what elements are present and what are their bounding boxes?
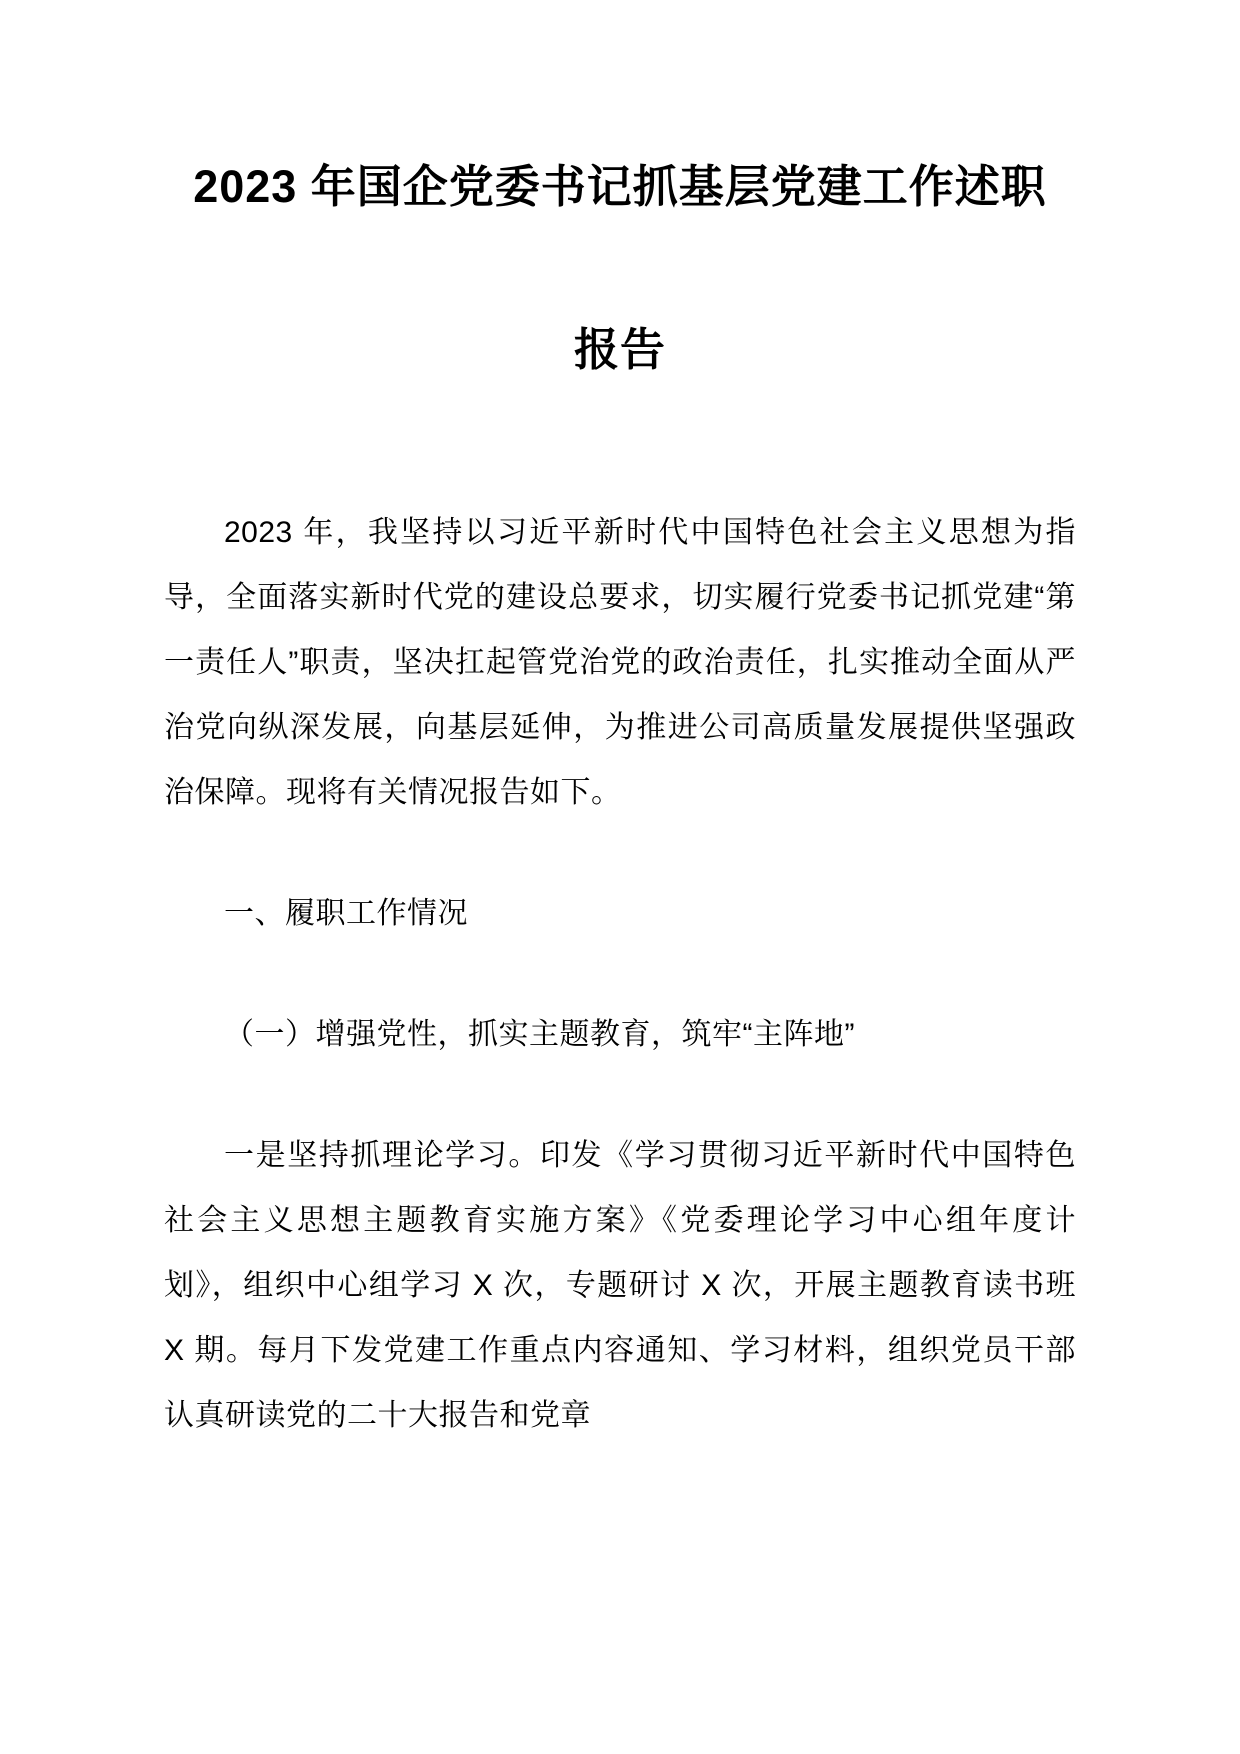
- paragraph-intro: 2023 年，我坚持以习近平新时代中国特色社会主义思想为指导，全面落实新时代党的建设总要求，切实履行党委书记抓党建“第一责任人”职责，坚决扛起管党治党的政治责任，扎实推动全面从严治党向纵深发展，向基层延伸，为推进公司高质量发展提供坚强政治保障。现将有关情况报告如下。: [164, 516, 1076, 809]
- document-title: [164, 150, 1076, 378]
- subsection-heading-party-spirit: （一）增强党性，抓实主题教育，筑牢“主阵地”: [224, 1018, 855, 1051]
- paragraph-theory-study: 一是坚持抓理论学习。印发《学习贯彻习近平新时代中国特色社会主义思想主题教育实施方案》《党委理论学习中心组年度计划》，组织中心组学习 X 次，专题研讨 X 次，开展主题教育读书班 X 期。每月下发党建工作重点内容通知、学习材料，组织党员干部认真研读党的二十大报告和党章: [164, 1139, 1076, 1432]
- section-heading-performance: 一、履职工作情况: [224, 897, 468, 930]
- document-title-line-2: 报告: [573, 324, 666, 375]
- document-title-line-1: 2023 年国企党委书记抓基层党建工作述职: [193, 161, 1047, 212]
